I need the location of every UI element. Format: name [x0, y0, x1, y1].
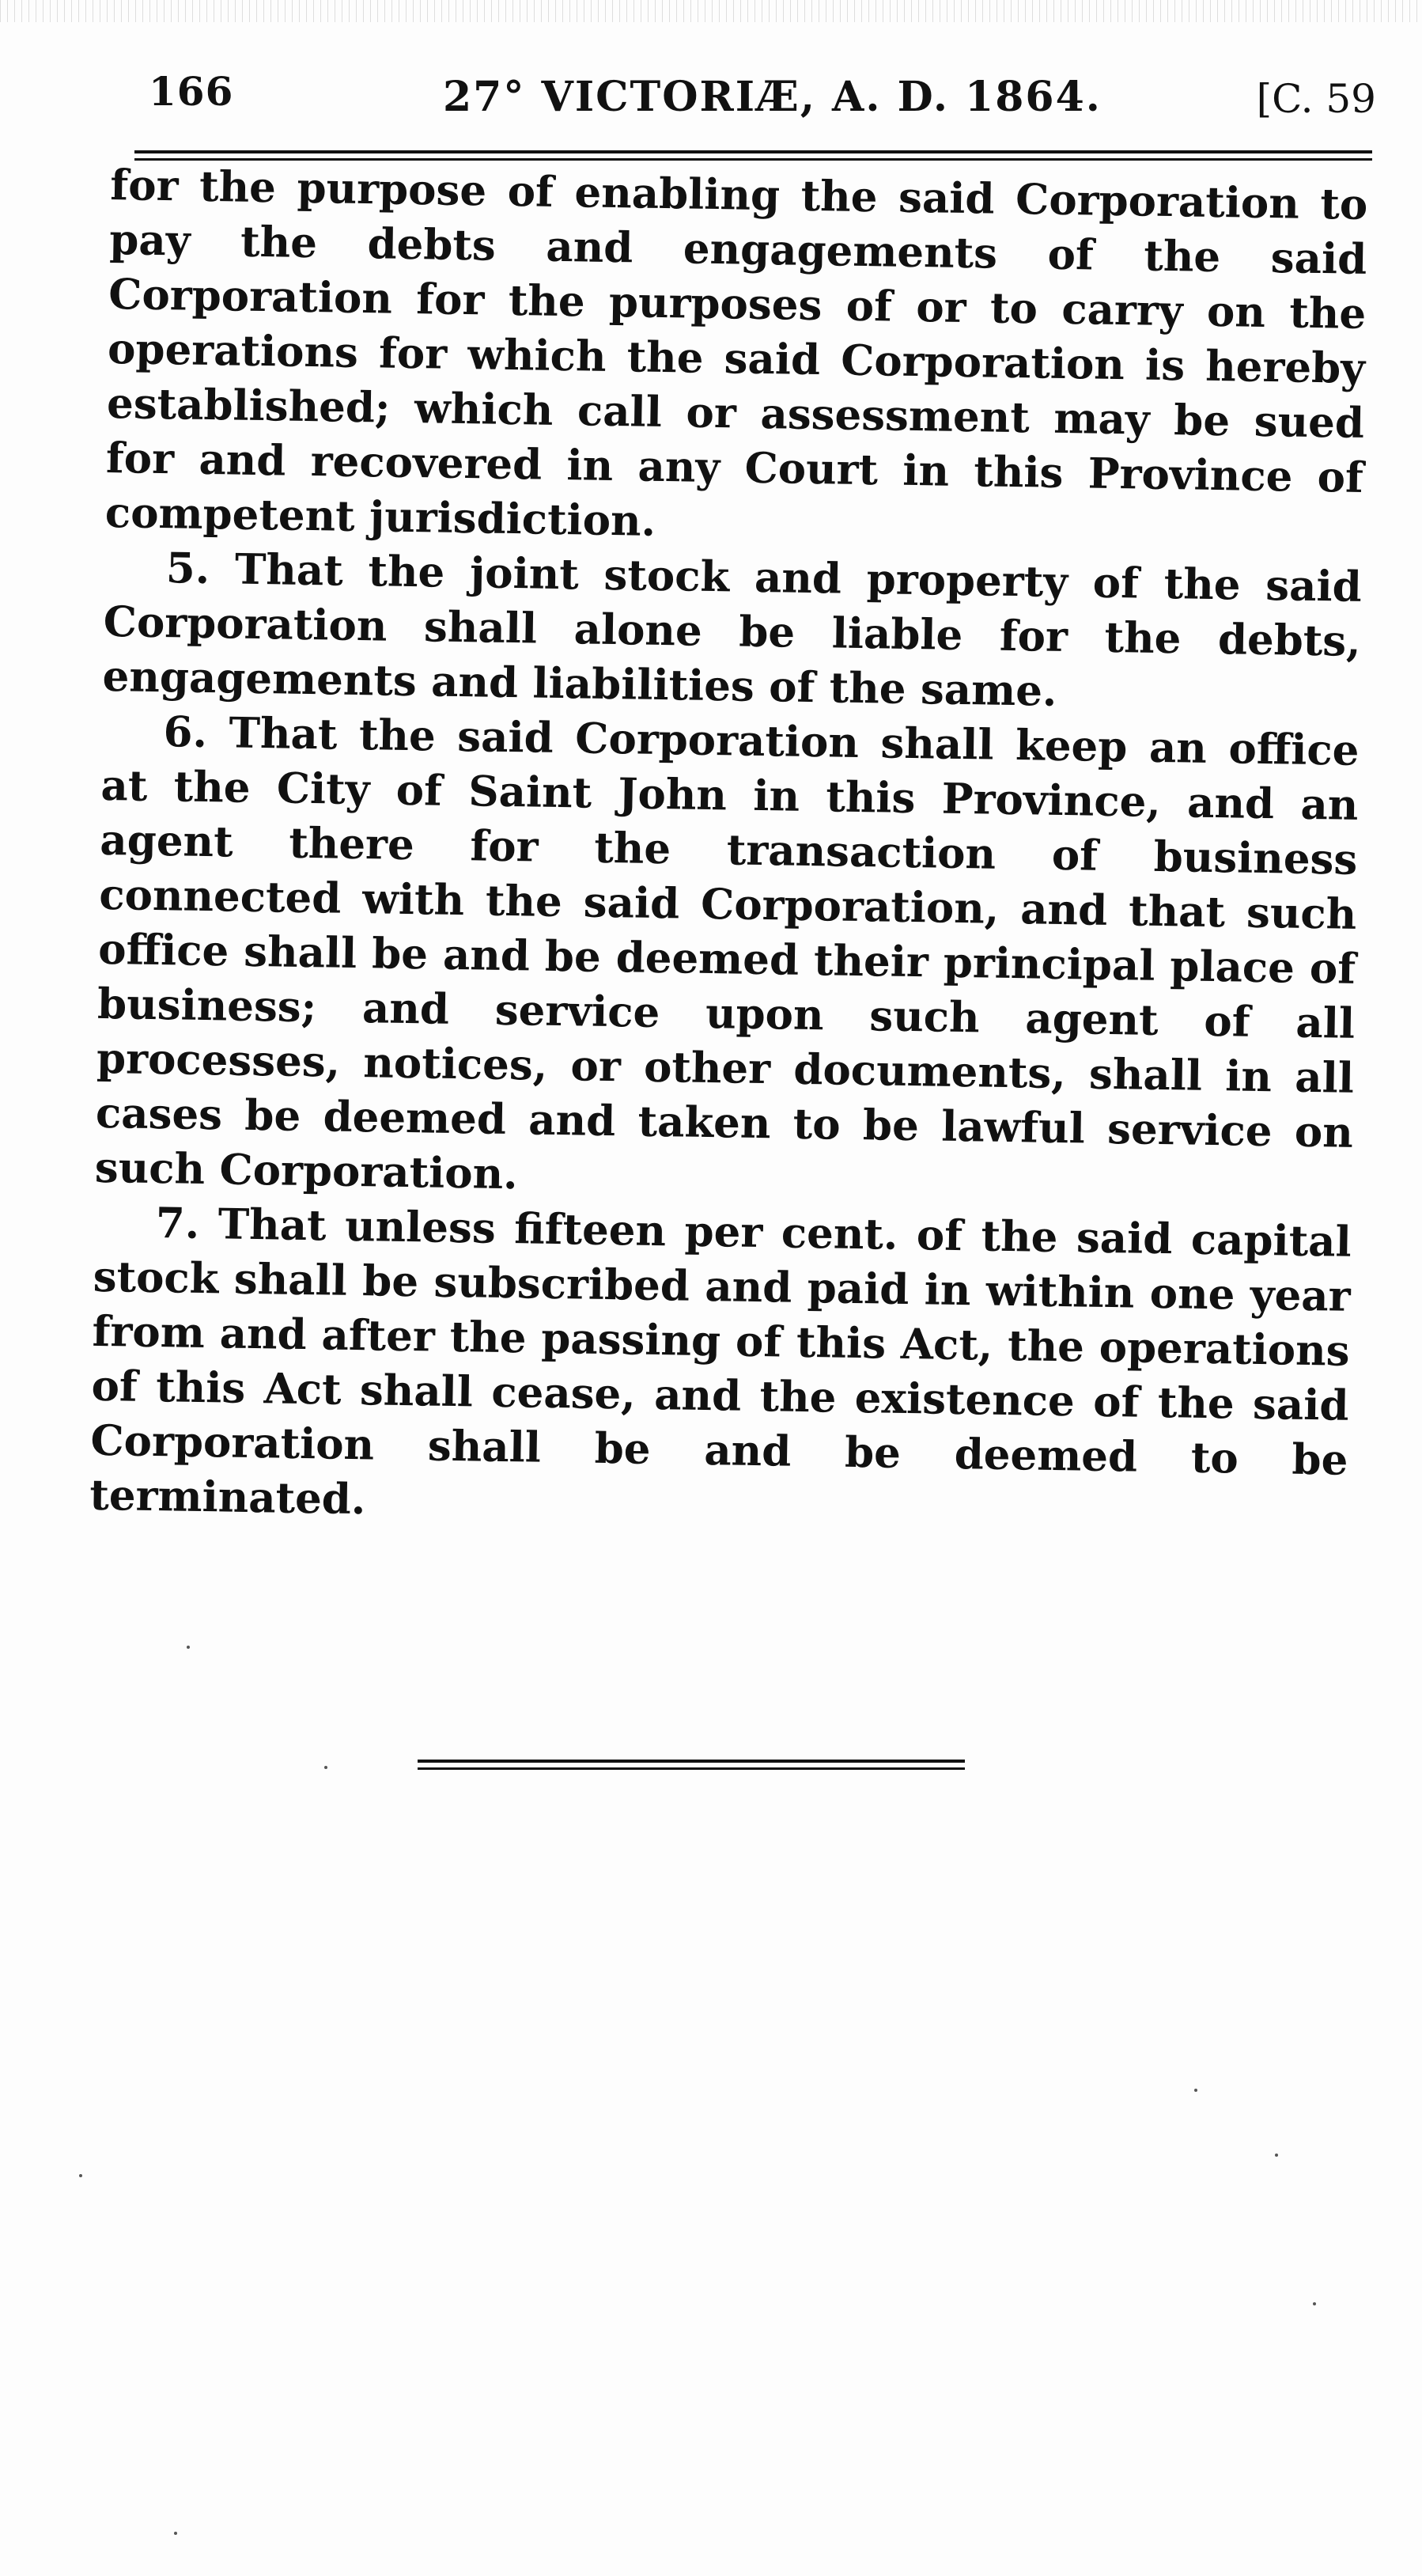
end-double-rule: [418, 1760, 965, 1770]
page-header: [142, 68, 1376, 155]
scan-edge-noise: [0, 0, 1422, 22]
continuation-paragraph: for the purpose of enabling the said Corporation to pay the debts and engagements of the said Corporation for the purposes of or to carry on the operations for which the said Corporation is hereby established; which call or assessment may be sued for and recovered in any Court in this Province of competent jurisdiction.: [104, 160, 1368, 546]
speck: [1194, 2089, 1197, 2092]
header-double-rule: [134, 150, 1372, 161]
speck: [187, 1646, 190, 1649]
body-text: [89, 158, 1368, 1543]
running-title: 27° VICTORIÆ, A. D. 1864.: [443, 73, 1102, 121]
section-5-paragraph: 5. That the joint stock and property of the said Corporation shall alone be liable for the debts, engagements and liabilities of the same.: [102, 544, 1363, 716]
speck: [174, 2532, 177, 2535]
chapter-reference: [C. 59: [1256, 76, 1376, 122]
page-number: 166: [149, 68, 234, 115]
section-7-paragraph: 7. That unless fifteen per cent. of the said capital stock shall be subscribed and paid in within one year from and after the passing of this Act, the operations of this Act shall cease, and the existence of the said Corporation shall be and be deemed to be terminated.: [89, 1199, 1352, 1525]
speck: [1313, 2302, 1316, 2305]
section-6-paragraph: 6. That the said Corporation shall keep an office at the City of Saint John in this Province, and an agent there for the transaction of business connected with the said Corporation, and that such office shall be and be deemed their principal place of business; and service upon such agent of all processes, notices, or other documents, shall in all cases be deemed and taken to be lawful service on such Corporation.: [94, 707, 1360, 1199]
speck: [79, 2174, 82, 2177]
speck: [324, 1766, 327, 1769]
speck: [1275, 2154, 1278, 2157]
